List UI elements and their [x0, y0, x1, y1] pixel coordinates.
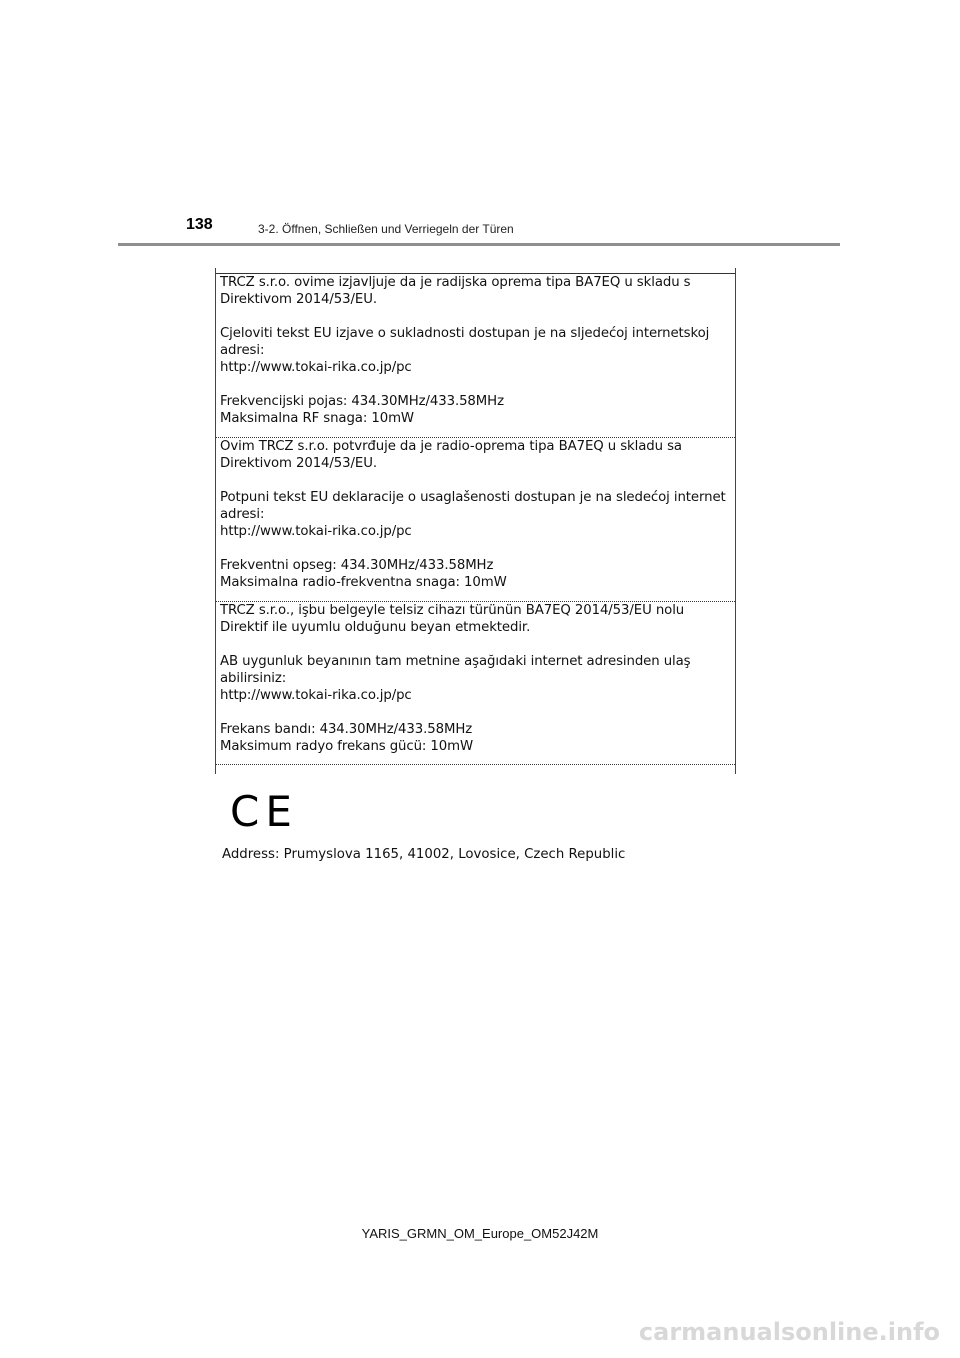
declaration-line: Maksimalna radio-frekventna snaga: 10mW [220, 575, 507, 590]
paragraph-gap [220, 376, 731, 393]
declaration-line: http://www.tokai-rika.co.jp/pc [220, 360, 412, 375]
declaration-line: Frekvencijski pojas: 434.30MHz/433.58MHz [220, 394, 504, 409]
declaration-line: Direktivom 2014/53/EU. [220, 292, 377, 307]
paragraph-gap [220, 308, 731, 325]
section-title: 3-2. Öffnen, Schließen und Verriegeln der Türen [258, 222, 514, 236]
declaration-line: Maksimalna RF snaga: 10mW [220, 411, 414, 426]
declaration-line: abilirsiniz: [220, 671, 287, 686]
ce-mark-logo: CE [230, 787, 298, 836]
declaration-croatian [220, 274, 731, 427]
paragraph-gap [220, 540, 731, 557]
declaration-line: Potpuni tekst EU deklaracije o usaglašenosti dostupan je na sledećoj internet [220, 490, 726, 505]
declaration-line: Frekans bandı: 434.30MHz/433.58MHz [220, 722, 473, 737]
declaration-line: Frekventni opseg: 434.30MHz/433.58MHz [220, 558, 494, 573]
document-footer: YARIS_GRMN_OM_Europe_OM52J42M [361, 1226, 599, 1241]
declaration-turkish [220, 602, 731, 755]
declaration-line: adresi: [220, 507, 265, 522]
header-rule [118, 243, 840, 246]
declaration-line: TRCZ s.r.o. ovime izjavljuje da je radijska oprema tipa BA7EQ u skladu s [220, 275, 691, 290]
declaration-line: Maksimum radyo frekans gücü: 10mW [220, 739, 474, 754]
declaration-line: AB uygunluk beyanının tam metnine aşağıdaki internet adresinden ulaş [220, 654, 691, 669]
paragraph-gap [220, 472, 731, 489]
manufacturer-address: Address: Prumyslova 1165, 41002, Lovosice, Czech Republic [222, 847, 626, 862]
declaration-line: Direktif ile uyumlu olduğunu beyan etmektedir. [220, 620, 531, 635]
declaration-line: Cjeloviti tekst EU izjave o sukladnosti dostupan je na sljedećoj internetskoj [220, 326, 710, 341]
paragraph-gap [220, 704, 731, 721]
declaration-line: Direktivom 2014/53/EU. [220, 456, 377, 471]
declaration-scan [215, 268, 736, 774]
declaration-line: TRCZ s.r.o., işbu belgeyle telsiz cihazı türünün BA7EQ 2014/53/EU nolu [220, 603, 685, 618]
paragraph-gap [220, 636, 731, 653]
page-number: 138 [186, 216, 213, 233]
declaration-line: http://www.tokai-rika.co.jp/pc [220, 524, 412, 539]
watermark-logo: carmanualsonline.info [638, 1318, 940, 1346]
declaration-serbian [220, 438, 731, 591]
declaration-line: Ovim TRCZ s.r.o. potvrđuje da je radio-oprema tipa BA7EQ u skladu sa [220, 439, 682, 454]
declaration-line: http://www.tokai-rika.co.jp/pc [220, 688, 412, 703]
declaration-line: adresi: [220, 343, 265, 358]
declaration-separator [216, 764, 735, 765]
